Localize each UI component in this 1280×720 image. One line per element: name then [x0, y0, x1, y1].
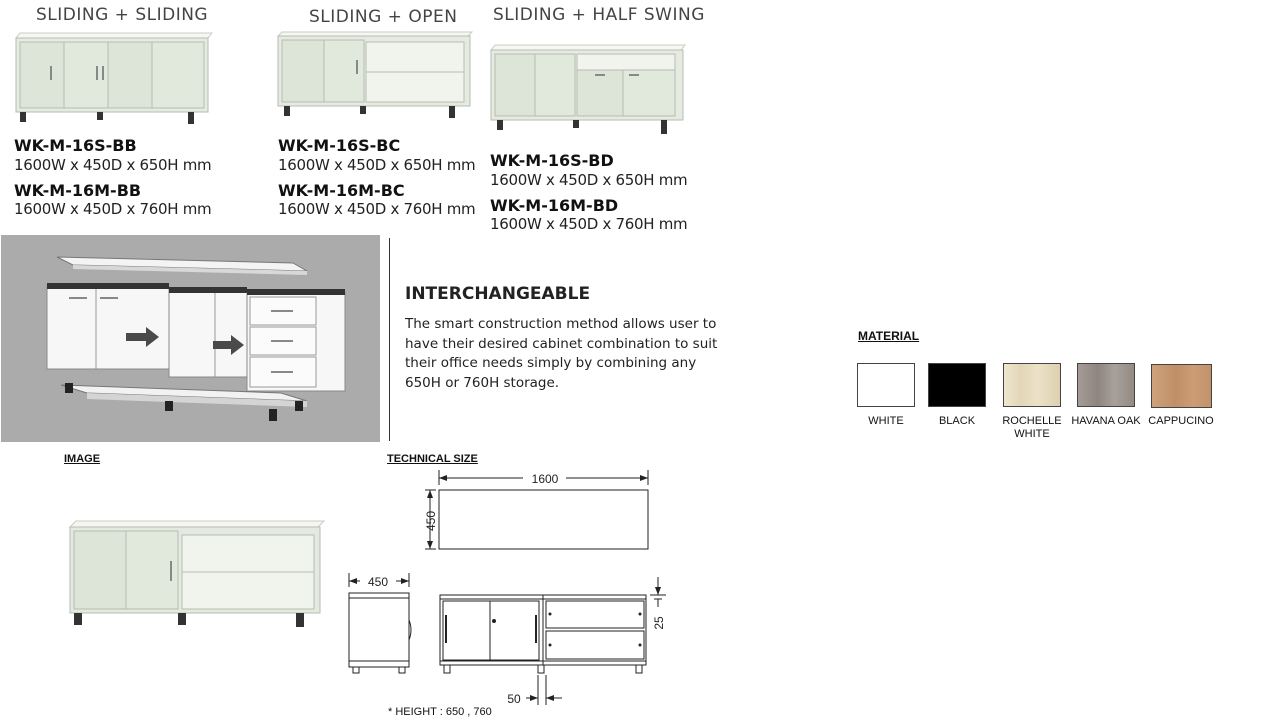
- variant-2-code-2: WK-M-16M-BC: [278, 181, 405, 200]
- variant-1-code-1: WK-M-16S-BB: [14, 136, 137, 155]
- variant-1-image: [12, 28, 217, 128]
- swatch-color: [1077, 363, 1135, 407]
- leg-offset-value: 50: [507, 692, 521, 706]
- product-image: [66, 517, 328, 635]
- material-swatches: [857, 363, 1217, 443]
- variant-2-code-1: WK-M-16S-BC: [278, 136, 401, 155]
- top-view: [439, 490, 648, 549]
- swatch-label: ROCHELLE WHITE: [1002, 415, 1062, 440]
- swatch-label: WHITE: [868, 415, 904, 427]
- interchangeable-description: The smart construction method allows user to have their desired cabinet combination to suit their office needs simply by combining any 650H or 760H storage.: [405, 316, 718, 391]
- side-depth-value: 450: [367, 575, 389, 589]
- swatch-label: CAPPUCINO: [1148, 415, 1214, 427]
- interchangeable-illustration-panel: [1, 235, 380, 442]
- technical-drawing: [340, 465, 680, 715]
- top-width-value: 1600: [531, 472, 559, 486]
- top-depth-value: 450: [424, 510, 438, 532]
- swatch-cappucino: [1148, 364, 1214, 427]
- variant-1-dim-2: 1600W x 450D x 760H mm: [14, 200, 212, 218]
- swatch-label: HAVANA OAK: [1071, 415, 1141, 427]
- height-note: * HEIGHT : 650 , 760: [388, 706, 492, 718]
- variant-2-dim-2: 1600W x 450D x 760H mm: [278, 200, 476, 218]
- swatch-black: [928, 363, 986, 427]
- variant-3-dim-1: 1600W x 450D x 650H mm: [490, 171, 688, 189]
- variant-2-image: [276, 30, 476, 130]
- interchangeable-title: INTERCHANGEABLE: [405, 284, 591, 304]
- swatch-label: BLACK: [938, 415, 976, 427]
- variant-3-heading: SLIDING + HALF SWING: [493, 5, 705, 25]
- variant-1-code-2: WK-M-16M-BB: [14, 181, 142, 200]
- variant-2-heading: SLIDING + OPEN: [309, 7, 458, 27]
- variant-3-code-2: WK-M-16M-BD: [490, 196, 619, 215]
- height-gap-value: 25: [652, 616, 666, 630]
- variant-1-heading: SLIDING + SLIDING: [36, 5, 209, 25]
- variant-3-image: [489, 40, 689, 140]
- variant-2-dim-1: 1600W x 450D x 650H mm: [278, 156, 476, 174]
- side-view: [349, 593, 409, 667]
- swatch-color: [1003, 363, 1061, 407]
- exploded-cabinet-illustration: [1, 235, 380, 442]
- variant-1-dim-1: 1600W x 450D x 650H mm: [14, 156, 212, 174]
- variant-3-code-1: WK-M-16S-BD: [490, 151, 614, 170]
- swatch-white: [857, 363, 915, 427]
- image-label: IMAGE: [64, 453, 101, 465]
- material-label: MATERIAL: [858, 329, 920, 343]
- technical-size-label: TECHNICAL SIZE: [387, 453, 478, 465]
- swatch-color: [928, 363, 986, 407]
- swatch-rochelle-white: [1002, 363, 1062, 440]
- swatch-color: [857, 363, 915, 407]
- variant-3-dim-2: 1600W x 450D x 760H mm: [490, 215, 688, 233]
- swatch-color: [1151, 364, 1212, 408]
- swatch-havana-oak: [1071, 363, 1141, 427]
- section-divider: [389, 238, 390, 441]
